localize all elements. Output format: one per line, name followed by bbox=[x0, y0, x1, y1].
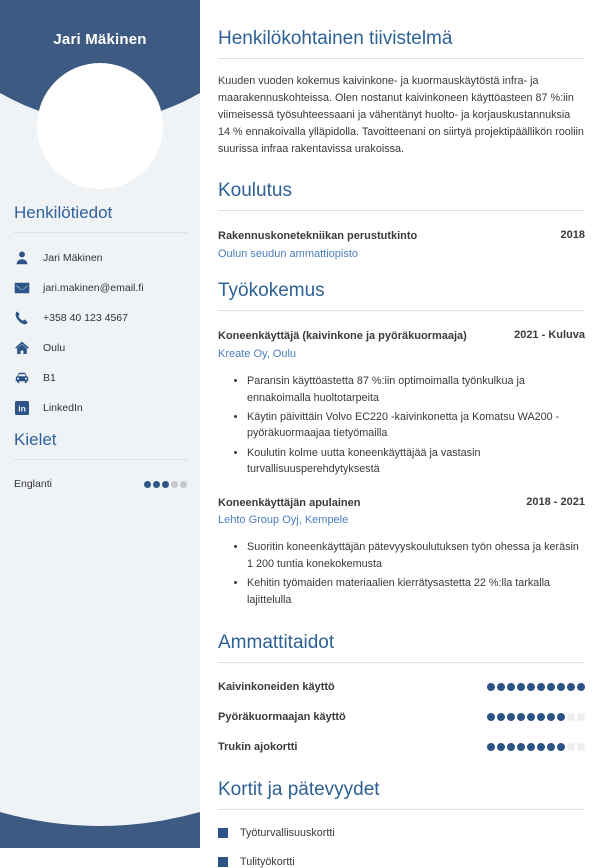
linkedin-icon bbox=[14, 400, 30, 416]
education-entry-head bbox=[218, 229, 585, 245]
skill-name: Pyöräkuormaajan käyttö bbox=[218, 711, 346, 724]
profile-photo-placeholder bbox=[37, 63, 163, 189]
job-bullet: • Koulutin kolme uutta koneenkäyttäjää ja vastasin turvallisuusperehdytyksestä bbox=[247, 445, 585, 478]
dot-filled bbox=[537, 713, 545, 721]
candidate-name: Jari Mäkinen bbox=[53, 31, 147, 48]
job-bullet: • Paransin käyttöastetta 87 %:iin optimoimalla työnkulkua ja ennakoimalla huoltotarpeita bbox=[247, 373, 585, 406]
summary-text: Kuuden vuoden kokemus kaivinkone- ja kuormauskäytöstä infra- ja maarakennuskohteissa. Olen nostanut kaivinkoneen käyttöasteen 87 %:iin viimeisessä työsuhteessaani ja vähentänyt huolto- ja korjauskustannuksia 14 % ennakoivalla ylläpidolla. Tavoitteenani on siirtyä projektipäällikön rooliin suurissa infraa rakentavissa urakoissa. bbox=[218, 75, 584, 156]
language-row bbox=[14, 478, 187, 490]
sidebar bbox=[0, 0, 200, 848]
main-content bbox=[218, 0, 585, 868]
svg-text:in: in bbox=[18, 403, 26, 414]
job-title: Koneenkäyttäjä (kaivinkone ja pyöräkuormaaja) bbox=[218, 330, 467, 343]
dot-filled bbox=[507, 713, 515, 721]
dot-empty bbox=[567, 743, 575, 751]
contact-section-heading: Henkilötiedot bbox=[14, 203, 187, 233]
experience-entry-head bbox=[218, 496, 585, 512]
dot-filled bbox=[527, 743, 535, 751]
dot-filled bbox=[487, 713, 495, 721]
dot-filled bbox=[547, 743, 555, 751]
footer-curve-shape bbox=[0, 804, 200, 848]
experience-entry bbox=[218, 496, 585, 609]
square-bullet-icon bbox=[218, 828, 228, 838]
dot-filled bbox=[507, 683, 515, 691]
contact-license-value: B1 bbox=[43, 372, 56, 384]
experience-entry-head bbox=[218, 329, 585, 345]
skill-name: Trukin ajokortti bbox=[218, 741, 298, 754]
dot-filled bbox=[567, 683, 575, 691]
certification-name: Tulityökortti bbox=[240, 856, 295, 868]
dot-filled bbox=[162, 481, 169, 488]
certification-name: Työturvallisuuskortti bbox=[240, 827, 335, 840]
certification-row bbox=[218, 856, 585, 868]
job-bullet: • Kehitin työmaiden materiaalien kierrätysastetta 22 %:lla tarkalla lajittelulla bbox=[247, 575, 585, 608]
skills-heading: Ammattitaidot bbox=[218, 632, 585, 663]
contact-row-name bbox=[14, 250, 187, 266]
job-bullet: • Suoritin koneenkäyttäjän pätevyyskoulutuksen työn ohessa ja keräsin 1 200 tuntia konekokemusta bbox=[247, 539, 585, 572]
dot-filled bbox=[517, 743, 525, 751]
dot-filled bbox=[557, 683, 565, 691]
certifications-heading: Kortit ja pätevyydet bbox=[218, 779, 585, 810]
contact-name-value: Jari Mäkinen bbox=[43, 252, 103, 264]
dot-empty bbox=[577, 743, 585, 751]
dot-filled bbox=[537, 683, 545, 691]
summary-heading: Henkilökohtainen tiivistelmä bbox=[218, 28, 585, 59]
dot-filled bbox=[557, 713, 565, 721]
contact-row-license bbox=[14, 370, 187, 386]
job-bullet: • Käytin päivittäin Volvo EC220 -kaivinkonetta ja Komatsu WA200 -pyöräkuormaajaa tietyömailla bbox=[247, 409, 585, 442]
dot-filled bbox=[507, 743, 515, 751]
dot-filled bbox=[487, 743, 495, 751]
dot-filled bbox=[144, 481, 151, 488]
job-company-link[interactable]: Kreate Oy, Oulu bbox=[218, 348, 297, 361]
square-bullet-icon bbox=[218, 857, 228, 867]
experience-heading: Työkokemus bbox=[218, 280, 585, 311]
education-entry bbox=[218, 229, 585, 260]
dot-empty bbox=[180, 481, 187, 488]
dot-empty bbox=[171, 481, 178, 488]
skill-row bbox=[218, 741, 585, 753]
contact-row-linkedin[interactable] bbox=[14, 400, 187, 416]
education-date: 2018 bbox=[560, 229, 585, 242]
dot-filled bbox=[487, 683, 495, 691]
education-heading: Koulutus bbox=[218, 180, 585, 211]
contact-phone-value: +358 40 123 4567 bbox=[43, 312, 128, 324]
contact-row-email bbox=[14, 280, 187, 296]
contact-list bbox=[14, 250, 187, 416]
language-name: Englanti bbox=[14, 478, 52, 490]
car-icon bbox=[14, 370, 30, 386]
contact-linkedin-value: LinkedIn bbox=[43, 402, 83, 414]
mail-icon bbox=[14, 280, 30, 296]
home-icon bbox=[14, 340, 30, 356]
job-bullet-list bbox=[218, 539, 585, 608]
dot-filled bbox=[537, 743, 545, 751]
phone-icon bbox=[14, 310, 30, 326]
skill-row bbox=[218, 711, 585, 723]
job-bullet-list bbox=[218, 373, 585, 477]
dot-filled bbox=[547, 713, 555, 721]
dot-filled bbox=[497, 683, 505, 691]
skill-level-dots bbox=[487, 713, 585, 721]
dot-filled bbox=[517, 683, 525, 691]
experience-entry bbox=[218, 329, 585, 477]
dot-filled bbox=[153, 481, 160, 488]
job-date: 2018 - 2021 bbox=[526, 495, 585, 508]
dot-filled bbox=[547, 683, 555, 691]
contact-email-value: jari.makinen@email.fi bbox=[43, 282, 144, 294]
certification-row bbox=[218, 827, 585, 839]
sidebar-content bbox=[14, 203, 187, 490]
languages-section-heading: Kielet bbox=[14, 430, 187, 460]
dot-filled bbox=[497, 713, 505, 721]
skill-row bbox=[218, 681, 585, 693]
job-title: Koneenkäyttäjän apulainen bbox=[218, 496, 361, 509]
contact-row-phone bbox=[14, 310, 187, 326]
skill-level-dots bbox=[487, 743, 585, 751]
user-icon bbox=[14, 250, 30, 266]
dot-filled bbox=[557, 743, 565, 751]
contact-row-city bbox=[14, 340, 187, 356]
job-date: 2021 - Kuluva bbox=[514, 329, 585, 342]
dot-empty bbox=[567, 713, 575, 721]
skill-level-dots bbox=[487, 683, 585, 691]
dot-filled bbox=[527, 713, 535, 721]
dot-filled bbox=[527, 683, 535, 691]
education-institution-link[interactable]: Oulun seudun ammattiopisto bbox=[218, 248, 359, 261]
language-level-dots bbox=[144, 481, 187, 488]
education-title: Rakennuskonetekniikan perustutkinto bbox=[218, 230, 418, 243]
dot-filled bbox=[497, 743, 505, 751]
dot-filled bbox=[517, 713, 525, 721]
skill-name: Kaivinkoneiden käyttö bbox=[218, 681, 335, 694]
contact-city-value: Oulu bbox=[43, 342, 66, 354]
dot-empty bbox=[577, 713, 585, 721]
dot-filled bbox=[577, 683, 585, 691]
job-company-link[interactable]: Lehto Group Oyj, Kempele bbox=[218, 514, 349, 527]
